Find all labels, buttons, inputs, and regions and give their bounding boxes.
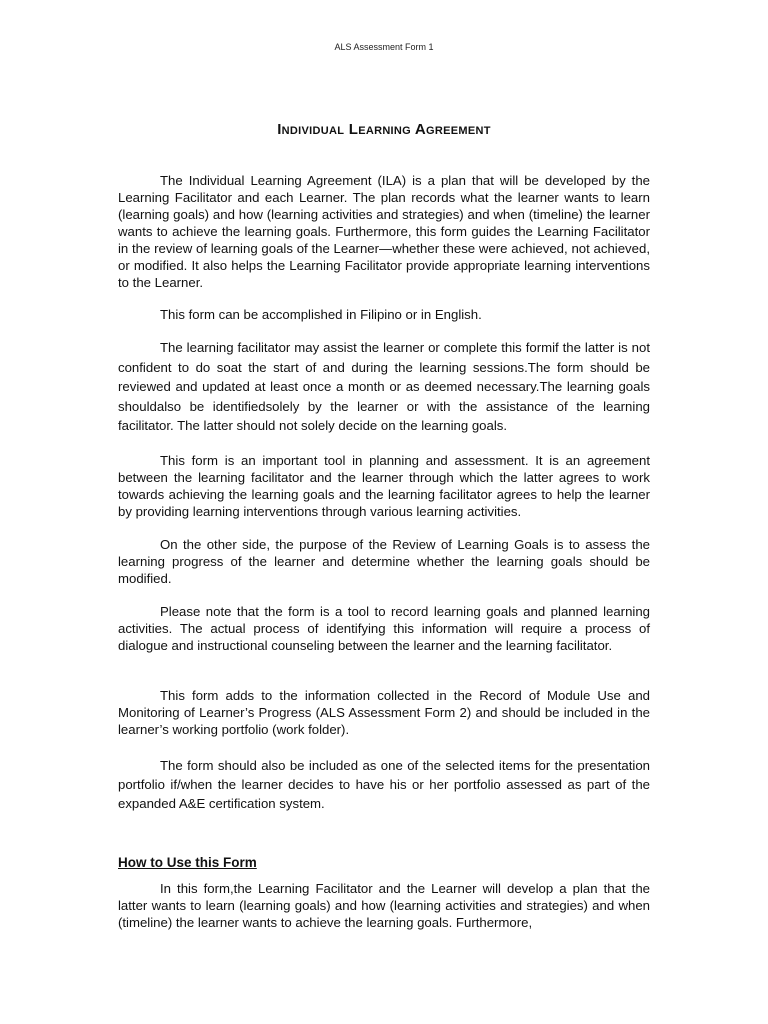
section-heading: How to Use this Form — [118, 855, 257, 870]
portfolio-paragraph: The form should also be included as one of the selected items for the presentation portfolio if/when the learner decides to have his or her portfolio assessed as part of the expanded A&E certification system. — [118, 758, 650, 811]
intro-paragraph: The Individual Learning Agreement (ILA) is a plan that will be developed by the Learning Facilitator and each Learner. The plan records what the learner wants to learn (learning goals) and how (learning activities and strategies) and when (timeline) the learner wants to achieve the learning goals. Furthermore, this form guides the Learning Facilitator in the review of learning goals of the Learner—whether these were achieved, not achieved, or modified. It also helps the Learning Facilitator provide appropriate learning interventions to the Learner. — [118, 173, 650, 290]
document-title: Individual Learning Agreement — [277, 121, 491, 138]
review-purpose-paragraph: On the other side, the purpose of the Review of Learning Goals is to assess the learning progress of the learner and determine whether the learning goals should be modified. — [118, 537, 650, 586]
note-paragraph: Please note that the form is a tool to record learning goals and planned learning activities. The actual process of identifying this information will require a process of dialogue and instructional counseling between the learner and the learning facilitator. — [118, 604, 650, 653]
how-to-use-paragraph: In this form,the Learning Facilitator and the Learner will develop a plan that the latter wants to learn (learning goals) and how (learning activities and strategies) and when (timeline) the learner wants to achieve the learning goals. Furthermore, — [118, 881, 650, 930]
language-paragraph: This form can be accomplished in Filipino or in English. — [160, 307, 482, 322]
running-header: ALS Assessment Form 1 — [334, 42, 434, 52]
facilitator-paragraph: The learning facilitator may assist the learner or complete this formif the latter is not confident to do soat the start of and during the learning sessions.The form should be reviewed and updated at least once a month or as deemed necessary.The learning goals shouldalso be identifiedsolely by the learner or with the assistance of the learning facilitator. The latter should not solely decide on the learning goals. — [118, 340, 650, 433]
form-adds-paragraph: This form adds to the information collected in the Record of Module Use and Monitoring of Learner’s Progress (ALS Assessment Form 2) and should be included in the learner’s working portfolio (work folder). — [118, 688, 650, 737]
tool-paragraph: This form is an important tool in planning and assessment. It is an agreement between the learning facilitator and the learner through which the latter agrees to work towards achieving the learning goals and the learning facilitator agrees to help the learner by providing learning interventions through various learning activities. — [118, 453, 650, 519]
